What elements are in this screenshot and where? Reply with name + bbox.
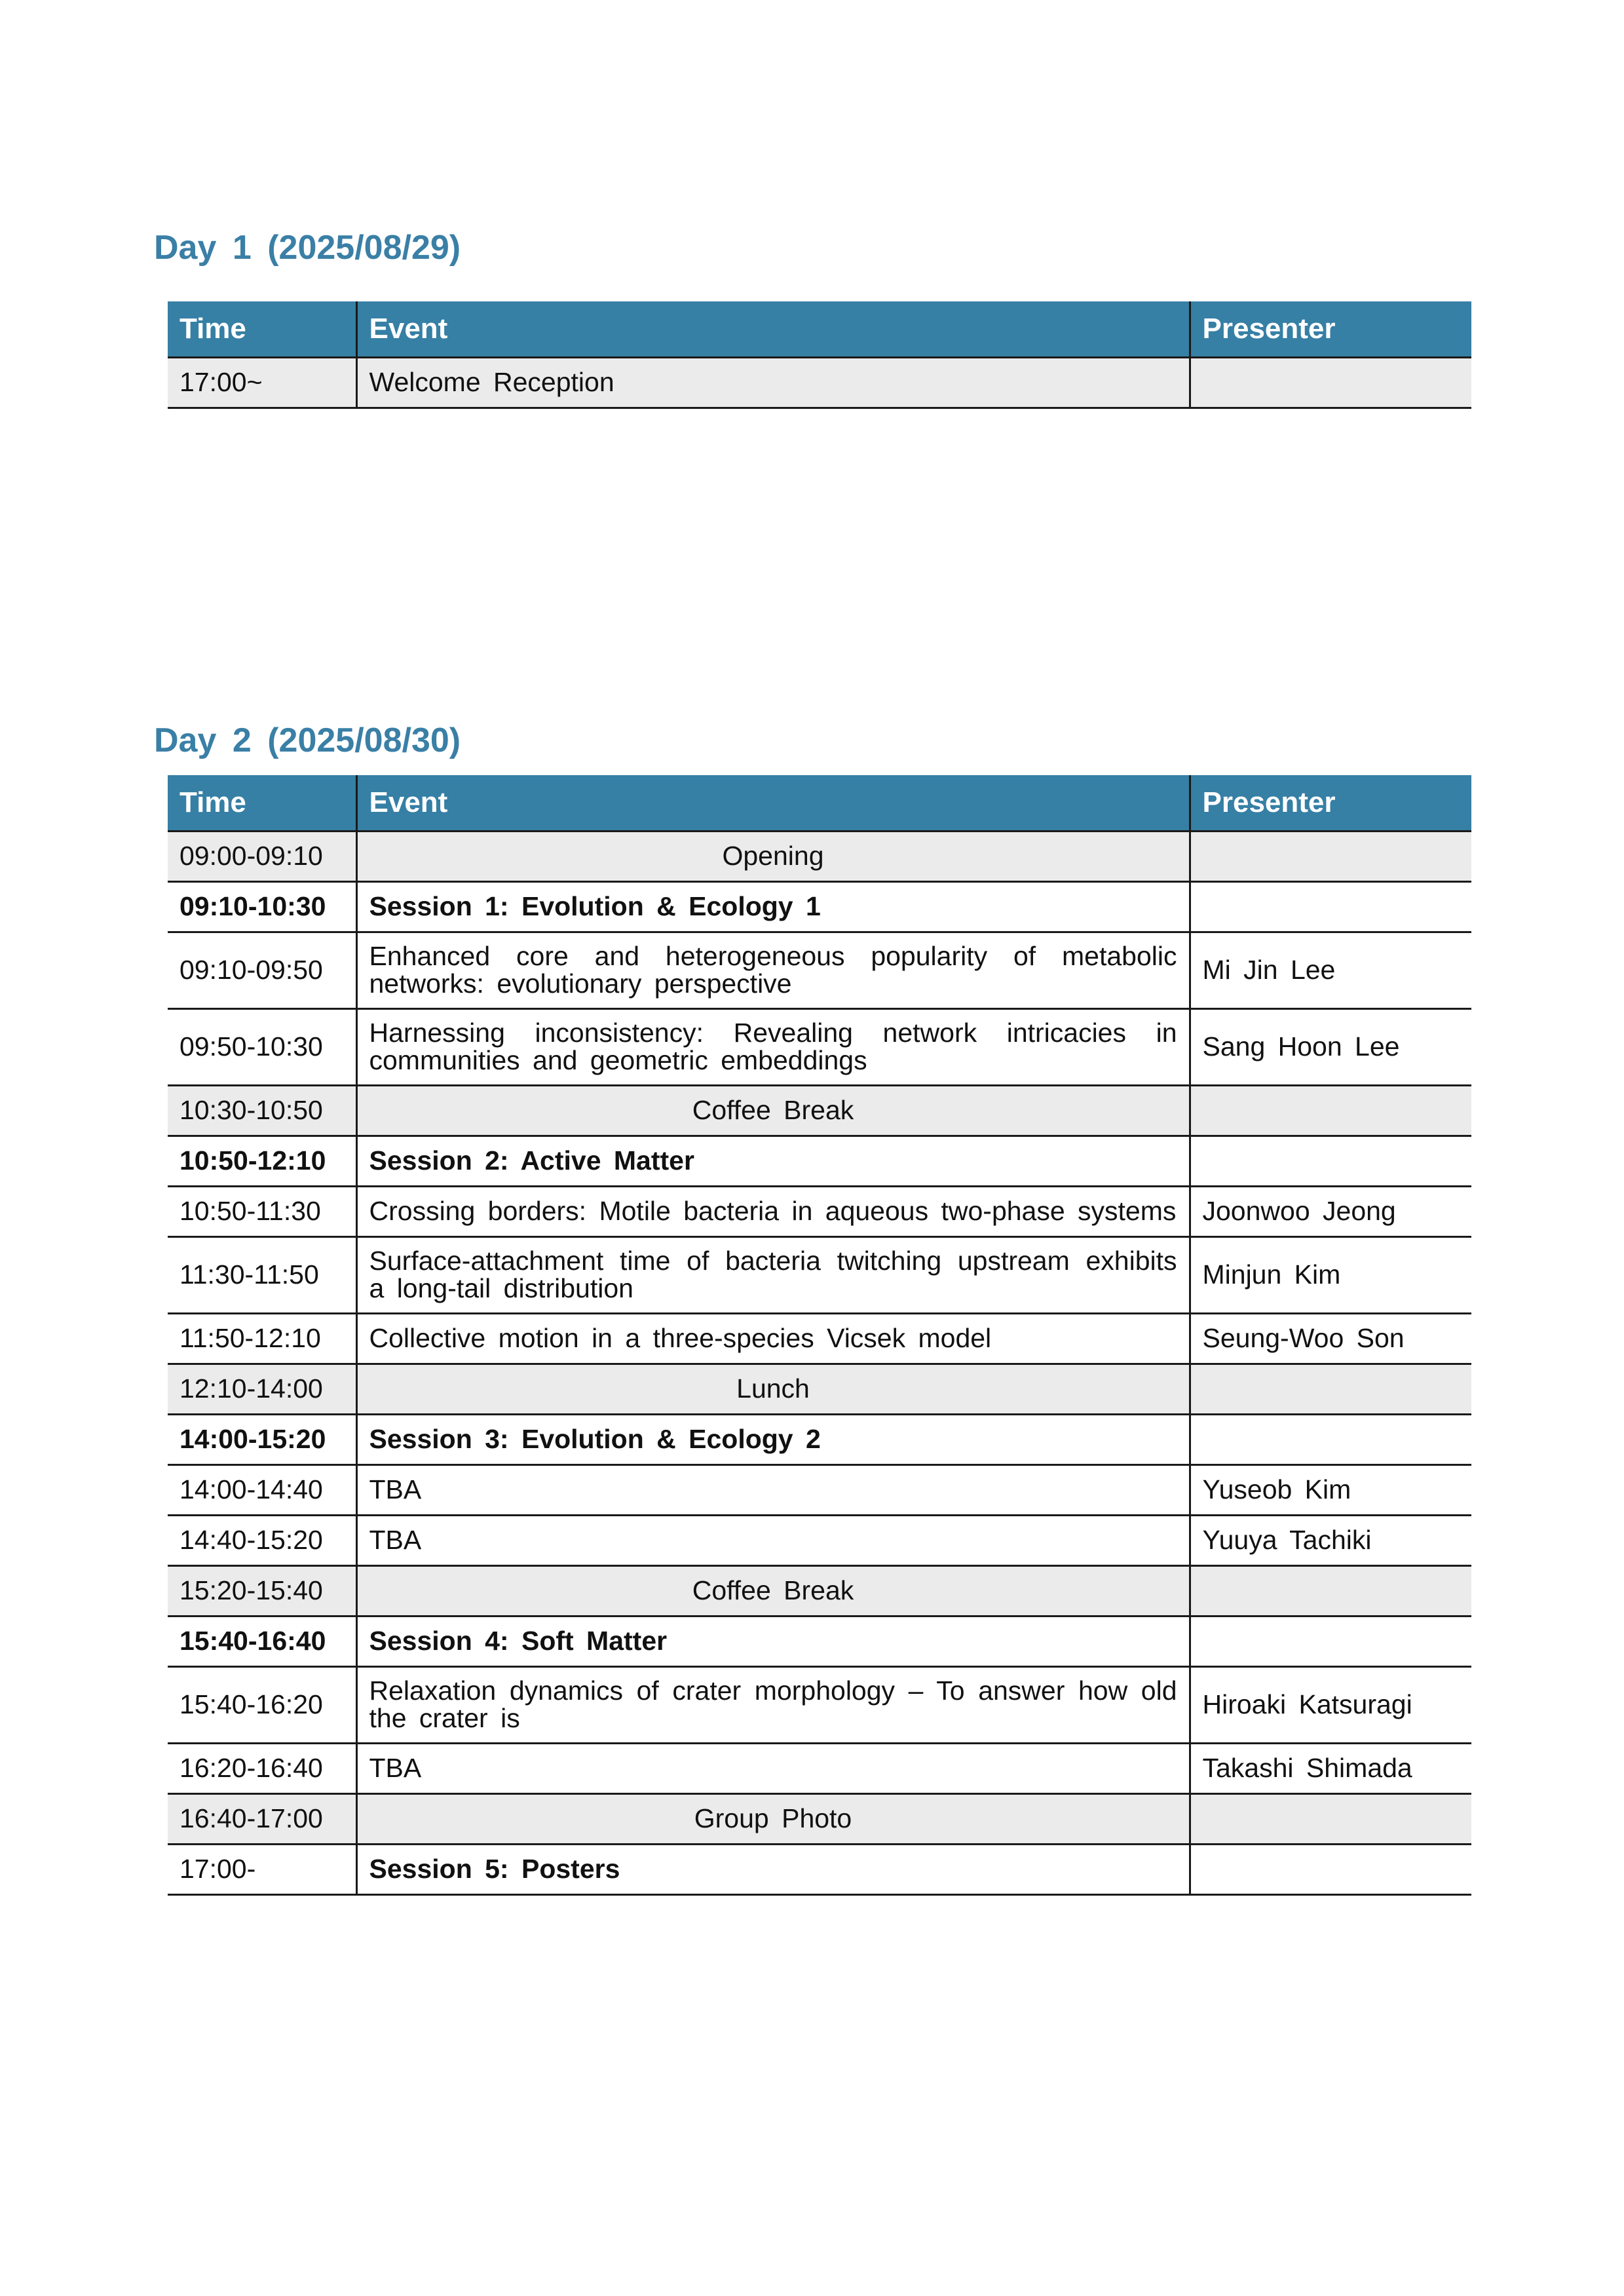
time-cell: 14:40-15:20	[168, 1516, 356, 1566]
time-cell: 16:40-17:00	[168, 1794, 356, 1845]
presenter-cell	[1190, 358, 1471, 408]
event-cell: Group Photo	[356, 1794, 1190, 1845]
event-cell: Coffee Break	[356, 1086, 1190, 1136]
time-cell: 11:50-12:10	[168, 1314, 356, 1364]
session-title-cell: Session 2: Active Matter	[356, 1136, 1190, 1187]
time-cell: 09:50-10:30	[168, 1009, 356, 1086]
day1-schedule-table	[168, 301, 1471, 409]
time-header: Time	[168, 301, 356, 358]
presenter-cell: Yuseob Kim	[1190, 1465, 1471, 1516]
event-header: Event	[356, 301, 1190, 358]
table-row	[168, 1465, 1471, 1516]
time-cell: 09:00-09:10	[168, 832, 356, 882]
table-row-session	[168, 1617, 1471, 1667]
table-row-session	[168, 882, 1471, 932]
session-title-cell: Session 5: Posters	[356, 1845, 1190, 1895]
presenter-cell: Minjun Kim	[1190, 1237, 1471, 1314]
presenter-cell: Takashi Shimada	[1190, 1744, 1471, 1794]
table-row	[168, 932, 1471, 1009]
event-cell: Collective motion in a three-species Vicsek model	[356, 1314, 1190, 1364]
time-cell: 10:50-11:30	[168, 1187, 356, 1237]
table-row-session	[168, 1136, 1471, 1187]
time-cell: 15:40-16:20	[168, 1667, 356, 1744]
time-cell: 10:30-10:50	[168, 1086, 356, 1136]
presenter-cell	[1190, 1136, 1471, 1187]
presenter-cell: Yuuya Tachiki	[1190, 1516, 1471, 1566]
presenter-cell	[1190, 1086, 1471, 1136]
event-cell: TBA	[356, 1465, 1190, 1516]
time-cell: 15:20-15:40	[168, 1566, 356, 1617]
table-row	[168, 1516, 1471, 1566]
presenter-cell	[1190, 1794, 1471, 1845]
presenter-cell	[1190, 1364, 1471, 1415]
event-cell: Lunch	[356, 1364, 1190, 1415]
presenter-cell: Hiroaki Katsuragi	[1190, 1667, 1471, 1744]
presenter-cell: Mi Jin Lee	[1190, 932, 1471, 1009]
time-header: Time	[168, 775, 356, 832]
table-row-session	[168, 1415, 1471, 1465]
presenter-cell: Joonwoo Jeong	[1190, 1187, 1471, 1237]
table-row-session	[168, 1845, 1471, 1895]
table-row-break	[168, 1086, 1471, 1136]
event-cell: Surface-attachment time of bacteria twitching upstream exhibits a long-tail distribution	[356, 1237, 1190, 1314]
presenter-cell	[1190, 1617, 1471, 1667]
event-cell: Relaxation dynamics of crater morphology – To answer how old the crater is	[356, 1667, 1190, 1744]
table-row-break	[168, 1566, 1471, 1617]
time-cell: 14:00-14:40	[168, 1465, 356, 1516]
time-cell: 15:40-16:40	[168, 1617, 356, 1667]
event-header: Event	[356, 775, 1190, 832]
table-row	[168, 1187, 1471, 1237]
day2-title: Day 2 (2025/08/30)	[154, 721, 461, 759]
time-cell: 17:00-	[168, 1845, 356, 1895]
session-title-cell: Session 3: Evolution & Ecology 2	[356, 1415, 1190, 1465]
table-row-break	[168, 1794, 1471, 1845]
table-row	[168, 1237, 1471, 1314]
table-row-break	[168, 832, 1471, 882]
presenter-header: Presenter	[1190, 301, 1471, 358]
time-cell: 09:10-10:30	[168, 882, 356, 932]
table-row-break	[168, 1364, 1471, 1415]
presenter-cell	[1190, 1415, 1471, 1465]
day1-title: Day 1 (2025/08/29)	[154, 229, 461, 267]
time-cell: 11:30-11:50	[168, 1237, 356, 1314]
presenter-cell	[1190, 882, 1471, 932]
event-cell: Crossing borders: Motile bacteria in aqueous two-phase systems	[356, 1187, 1190, 1237]
table-row	[168, 358, 1471, 408]
time-cell: 17:00~	[168, 358, 356, 408]
time-cell: 09:10-09:50	[168, 932, 356, 1009]
event-cell: Opening	[356, 832, 1190, 882]
session-title-cell: Session 4: Soft Matter	[356, 1617, 1190, 1667]
event-cell: Coffee Break	[356, 1566, 1190, 1617]
presenter-cell	[1190, 1566, 1471, 1617]
presenter-cell: Seung-Woo Son	[1190, 1314, 1471, 1364]
table-row	[168, 1009, 1471, 1086]
table-row	[168, 1667, 1471, 1744]
presenter-header: Presenter	[1190, 775, 1471, 832]
presenter-cell	[1190, 832, 1471, 882]
time-cell: 10:50-12:10	[168, 1136, 356, 1187]
day2-schedule-table	[168, 775, 1471, 1896]
time-cell: 12:10-14:00	[168, 1364, 356, 1415]
presenter-cell: Sang Hoon Lee	[1190, 1009, 1471, 1086]
event-cell: TBA	[356, 1516, 1190, 1566]
presenter-cell	[1190, 1845, 1471, 1895]
time-cell: 16:20-16:40	[168, 1744, 356, 1794]
session-title-cell: Session 1: Evolution & Ecology 1	[356, 882, 1190, 932]
header-row	[168, 301, 1471, 358]
event-cell: Harnessing inconsistency: Revealing network intricacies in communities and geometric embeddings	[356, 1009, 1190, 1086]
time-cell: 14:00-15:20	[168, 1415, 356, 1465]
event-cell: TBA	[356, 1744, 1190, 1794]
event-cell: Enhanced core and heterogeneous popularity of metabolic networks: evolutionary perspective	[356, 932, 1190, 1009]
header-row	[168, 775, 1471, 832]
table-row	[168, 1314, 1471, 1364]
table-row	[168, 1744, 1471, 1794]
event-cell: Welcome Reception	[356, 358, 1190, 408]
